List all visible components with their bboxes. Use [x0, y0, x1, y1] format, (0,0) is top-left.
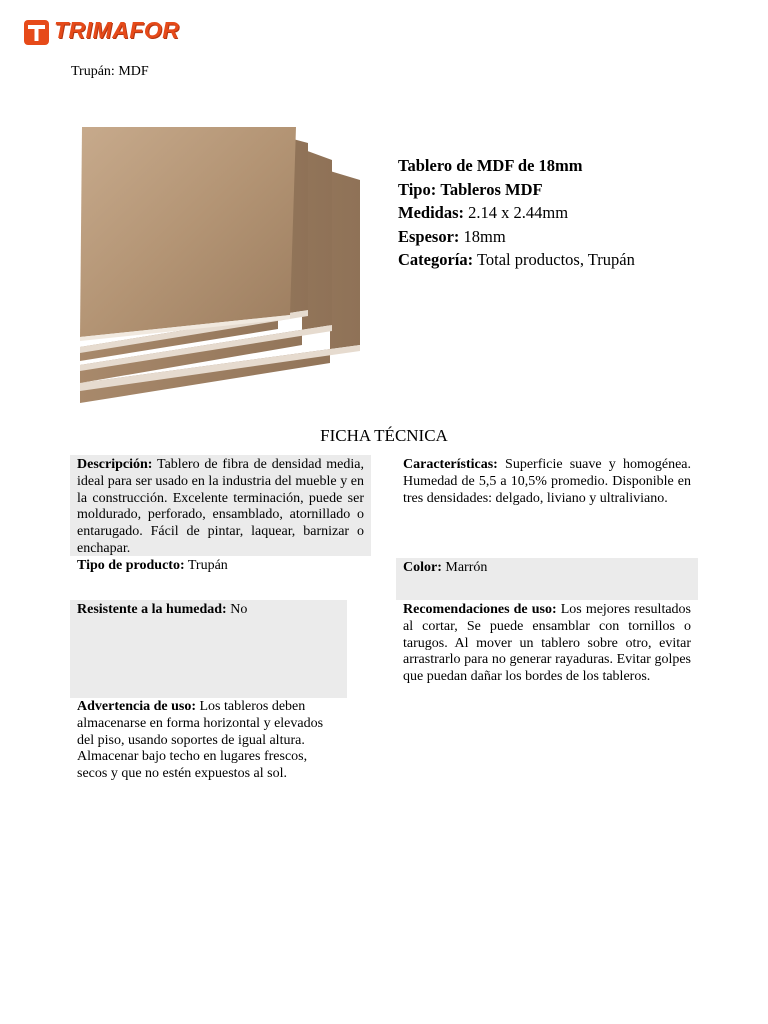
- trimafor-logo-mark-icon: [24, 20, 49, 45]
- advertencia-cell: [70, 697, 347, 785]
- recomendaciones-text: Los mejores resultados al cortar, Se puede ensamblar con tornillos o tarugos. Al mover un tablero sobre otro, evitar arrastrarlo para no generar rayaduras. Evitar golpes que puedan dañar los bordes de los tableros.: [403, 602, 691, 685]
- resistente-humedad-cell: [70, 600, 347, 698]
- tipo-producto-label: Tipo de producto:: [77, 558, 185, 573]
- product-category: Categoría: Total productos, Trupán: [398, 250, 635, 269]
- tipo-producto-value: Trupán: [187, 558, 228, 573]
- advertencia-text: Los tableros deben almacenarse en forma horizontal y elevados del piso, usando soportes de igual altura. Almacenar bajo techo en lugares frescos, secos y que no estén expuestos al sol.: [77, 699, 324, 782]
- descripcion-label: Descripción:: [77, 457, 153, 472]
- resistente-humedad-label: Resistente a la humedad:: [77, 602, 227, 617]
- breadcrumb: Trupán: MDF: [71, 64, 149, 79]
- caracteristicas-label: Características:: [403, 457, 498, 472]
- recomendaciones-label: Recomendaciones de uso:: [403, 602, 557, 617]
- logo-wordmark: TRIMAFOR: [54, 17, 180, 43]
- color-value: Marrón: [445, 560, 488, 575]
- mdf-boards-image: [80, 125, 365, 410]
- caracteristicas-text: Superficie suave y homogénea. Humedad de 5,5 a 10,5% promedio. Disponible en tres densidades: delgado, liviano y ultraliviano.: [403, 457, 691, 506]
- product-thickness: Espesor: 18mm: [398, 226, 506, 246]
- tipo-producto-cell: [70, 556, 371, 578]
- ficha-tecnica-title: FICHA TÉCNICA: [320, 426, 448, 445]
- resistente-humedad-value: No: [230, 602, 248, 617]
- trimafor-logo[interactable]: [24, 18, 204, 46]
- descripcion-text: Tablero de fibra de densidad media, ideal para ser usado en la industria del mueble y en la construcción. Excelente terminación, puede ser moldurado, perforado, ensamblado, atornillado o entarugado. Fácil de pintar, laquear, barnizar o enchapar.: [77, 457, 364, 556]
- descripcion-cell: [70, 455, 371, 556]
- product-type: Tipo: Tableros MDF: [398, 179, 543, 199]
- product-measures: Medidas: 2.14 x 2.44mm: [398, 203, 569, 222]
- advertencia-label: Advertencia de uso:: [77, 699, 196, 714]
- caracteristicas-cell: [396, 455, 698, 509]
- product-spec: [398, 154, 635, 272]
- recomendaciones-cell: [396, 600, 698, 688]
- color-label: Color:: [403, 560, 442, 575]
- product-title: Tablero de MDF de 18mm: [398, 156, 583, 175]
- color-cell: [396, 558, 698, 600]
